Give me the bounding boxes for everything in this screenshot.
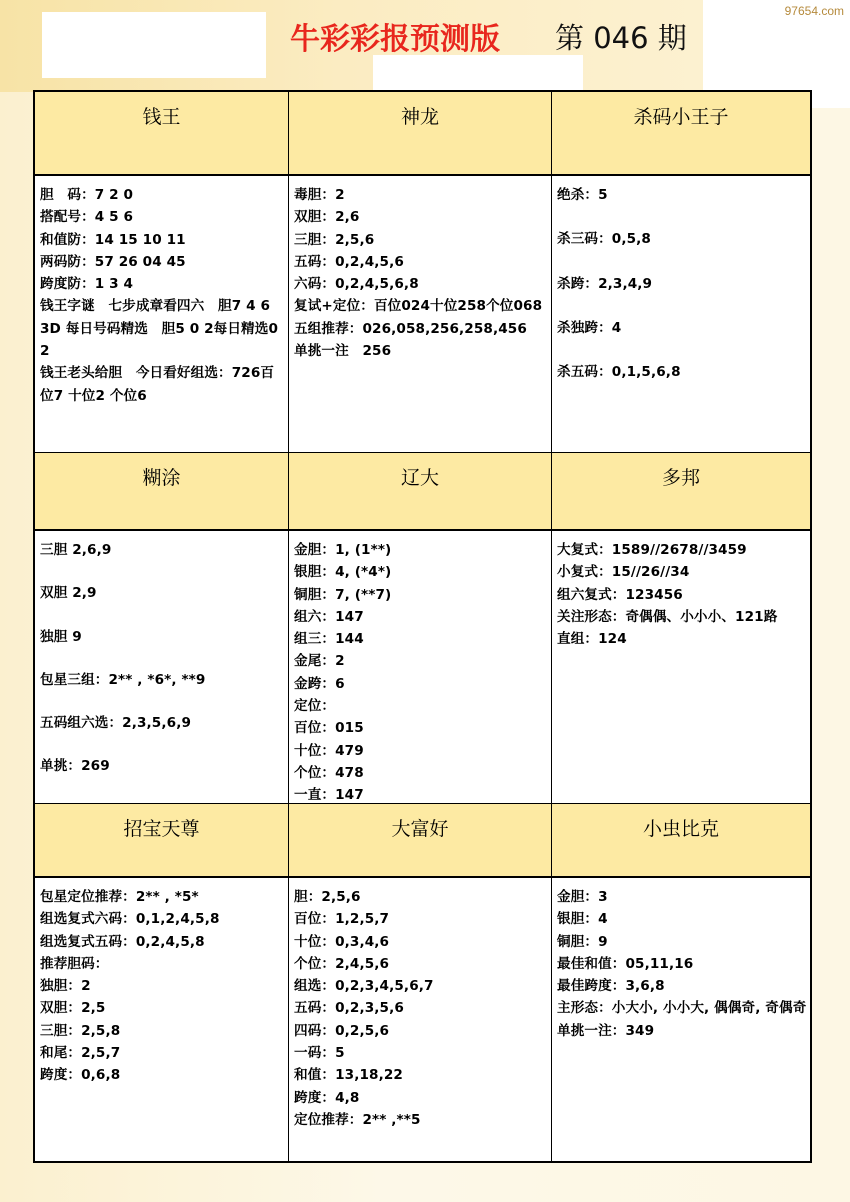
- section-body-qianwang: [35, 176, 289, 453]
- text-line: 胆：2,5,6: [294, 889, 361, 905]
- text-line: 杀五码：0,1,5,6,8: [557, 364, 681, 381]
- text-line: 小复式：15//26//34: [557, 564, 690, 581]
- text-line: 三胆 2,6,9: [40, 542, 112, 558]
- text-line: 组选复式六码：0,1,2,4,5,8: [40, 911, 220, 928]
- section-header-shenlong: 神龙: [289, 92, 552, 176]
- text-line: 三胆：2,5,8: [40, 1022, 121, 1039]
- text-line: 大复式：1589//2678//3459: [557, 542, 747, 558]
- section-header-xiaochong: 小虫比克: [552, 804, 810, 878]
- text-line: 包星三组：2** , *6*, **9: [40, 671, 206, 688]
- text-line: 百位：015: [294, 720, 364, 737]
- text-line: 十位：0,3,4,6: [294, 933, 390, 950]
- section-header-hutu: 糊涂: [35, 453, 289, 531]
- section-body-zhaobao: [35, 878, 289, 1161]
- redaction-box-left: [42, 12, 266, 78]
- text-line: 单挑：269: [40, 758, 110, 775]
- text-line: 复试+定位：百位024十位258个位068: [294, 298, 543, 315]
- text-line: 最佳和值：05,11,16: [557, 955, 694, 972]
- page-title: 牛彩彩报预测版: [290, 22, 500, 57]
- text-line: 三胆：2,5,6: [294, 231, 375, 248]
- text-line: 独胆 9: [40, 628, 82, 645]
- text-line: 铜胆：9: [557, 933, 608, 950]
- text-line: 单挑一注：349: [557, 1022, 655, 1039]
- text-line: 双胆 2,9: [40, 585, 97, 602]
- section-body-shama: [552, 176, 810, 453]
- text-line: 金胆：3: [557, 889, 608, 905]
- section-header-dafuhao: 大富好: [289, 804, 552, 878]
- text-line: 组选复式五码：0,2,4,5,8: [40, 933, 205, 950]
- text-line: 钱王老头给胆 今日看好组选：726百位7 十位2 个位6: [40, 365, 275, 404]
- text-line: 五码：0,2,4,5,6: [294, 253, 404, 270]
- section-body-liaoda: [289, 531, 552, 804]
- text-line: 和值：13,18,22: [294, 1067, 403, 1084]
- section-header-duobang: 多邦: [552, 453, 810, 531]
- text-line: 跨度防：1 3 4: [40, 276, 134, 293]
- text-line: 百位：1,2,5,7: [294, 911, 390, 928]
- section-header-qianwang: 钱王: [35, 92, 289, 176]
- text-line: 十位：479: [294, 742, 364, 759]
- section-header-liaoda: 辽大: [289, 453, 552, 531]
- text-line: 金胆：1, (1**): [294, 542, 392, 558]
- text-line: 直组：124: [557, 631, 627, 648]
- text-line: 杀跨：2,3,4,9: [557, 275, 653, 292]
- section-body-hutu: [35, 531, 289, 804]
- text-line: 最佳跨度：3,6,8: [557, 978, 665, 995]
- text-line: 跨度：0,6,8: [40, 1067, 121, 1084]
- text-line: 五组推荐：026,058,256,258,456: [294, 320, 527, 337]
- text-line: 铜胆：7, (**7): [294, 586, 392, 603]
- text-line: 银胆：4: [557, 911, 608, 928]
- section-body-duobang: [552, 531, 810, 804]
- section-body-shenlong: [289, 176, 552, 453]
- text-line: 3D 每日号码精选 胆5 0 2每日精选0 2: [40, 320, 283, 360]
- text-line: 组六：147: [294, 608, 364, 625]
- text-line: 一直：147: [294, 787, 364, 804]
- text-line: 杀独跨：4: [557, 319, 622, 336]
- text-line: 个位：478: [294, 764, 364, 781]
- text-line: 推荐胆码：: [40, 955, 109, 972]
- text-line: 搭配号：4 5 6: [40, 209, 134, 226]
- issue-number: 第 046 期: [555, 21, 687, 55]
- text-line: 单挑一注 256: [294, 343, 392, 360]
- forecast-table: [33, 90, 812, 1163]
- text-line: 和尾：2,5,7: [40, 1045, 121, 1062]
- text-line: 双胆：2,6: [294, 209, 360, 226]
- text-line: 四码：0,2,5,6: [294, 1022, 390, 1039]
- text-line: 关注形态：奇偶偶、小小小、121路: [557, 608, 778, 625]
- text-line: 组六复式：123456: [557, 586, 683, 603]
- text-line: 一码：5: [294, 1045, 345, 1062]
- text-line: 毒胆：2: [294, 187, 345, 203]
- text-line: 五码：0,2,3,5,6: [294, 1000, 404, 1017]
- text-line: 银胆：4, (*4*): [294, 564, 392, 581]
- text-line: 主形态：小大小, 小小大, 偶偶奇, 奇偶奇: [557, 1000, 807, 1017]
- text-line: 定位推荐：2** ,**5: [294, 1111, 421, 1128]
- text-line: 胆 码：7 2 0: [40, 187, 134, 203]
- text-line: 独胆：2: [40, 978, 91, 995]
- text-line: 五码组六选：2,3,5,6,9: [40, 715, 192, 732]
- text-line: 双胆：2,5: [40, 1000, 106, 1017]
- text-line: 金跨：6: [294, 675, 345, 692]
- text-line: 组选：0,2,3,4,5,6,7: [294, 978, 434, 995]
- text-line: 包星定位推荐：2** , *5*: [40, 889, 199, 905]
- text-line: 杀三码：0,5,8: [557, 231, 651, 248]
- text-line: 组三：144: [294, 631, 364, 648]
- text-line: 金尾：2: [294, 653, 345, 670]
- text-line: 个位：2,4,5,6: [294, 955, 390, 972]
- section-body-dafuhao: [289, 878, 552, 1161]
- text-line: 绝杀：5: [557, 187, 608, 203]
- text-line: 和值防：14 15 10 11: [40, 231, 186, 248]
- text-line: 六码：0,2,4,5,6,8: [294, 276, 419, 293]
- text-line: 两码防：57 26 04 45: [40, 253, 186, 270]
- text-line: 定位：: [294, 698, 336, 715]
- section-body-xiaochong: [552, 878, 810, 1161]
- text-line: 钱王字谜 七步成章看四六 胆7 4 6: [40, 298, 271, 315]
- site-watermark: 97654.com: [784, 4, 844, 18]
- section-header-shama: 杀码小王子: [552, 92, 810, 176]
- text-line: 跨度：4,8: [294, 1089, 360, 1106]
- section-header-zhaobao: 招宝天尊: [35, 804, 289, 878]
